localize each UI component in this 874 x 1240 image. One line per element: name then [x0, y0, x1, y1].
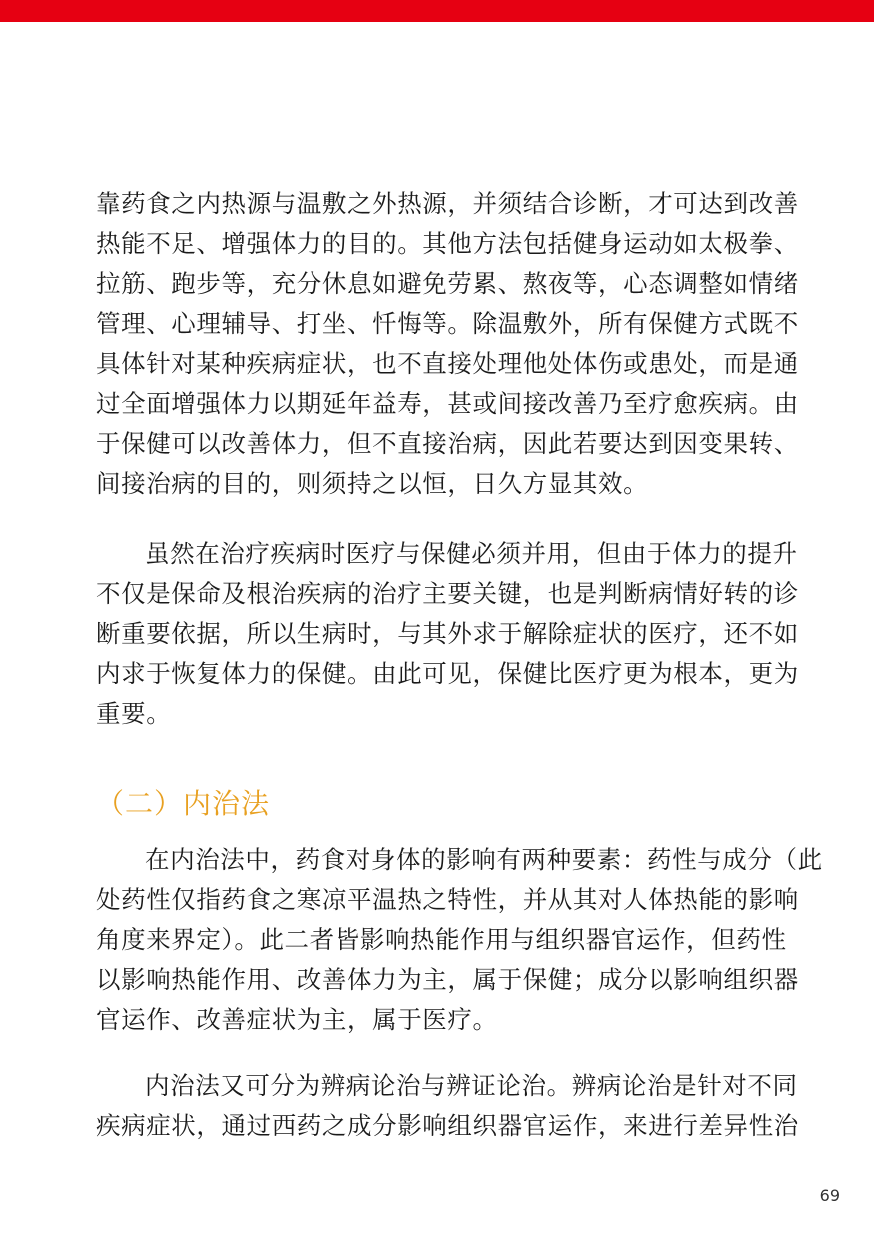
text-line: 重要。 [96, 699, 172, 728]
text-line: 拉筋、跑步等，充分休息如避免劳累、熬夜等，心态调整如情绪 [96, 269, 799, 298]
paragraph-3 [96, 840, 823, 1040]
text-line: 靠药食之内热源与温敷之外热源，并须结合诊断，才可达到改善 [96, 189, 799, 218]
text-line: 不仅是保命及根治疾病的治疗主要关键，也是判断病情好转的诊 [96, 579, 799, 608]
text-line: 热能不足、增强体力的目的。其他方法包括健身运动如太极拳、 [96, 229, 799, 258]
text-line: 内治法又可分为辨病论治与辨证论治。辨病论治是针对不同 [145, 1071, 798, 1100]
text-line: 管理、心理辅导、打坐、忏悔等。除温敷外，所有保健方式既不 [96, 309, 799, 338]
page-number: 69 [819, 1186, 840, 1205]
top-red-bar [0, 0, 874, 22]
text-line: 官运作、改善症状为主，属于医疗。 [96, 1005, 498, 1034]
text-line: 在内治法中，药食对身体的影响有两种要素：药性与成分（此 [145, 845, 823, 874]
paragraph-4 [96, 1066, 799, 1146]
text-line: 内求于恢复体力的保健。由此可见，保健比医疗更为根本，更为 [96, 659, 799, 688]
text-line: 具体针对某种疾病症状，也不直接处理他处体伤或患处，而是通 [96, 349, 799, 378]
text-line: 以影响热能作用、改善体力为主，属于保健；成分以影响组织器 [96, 965, 799, 994]
text-line: 过全面增强体力以期延年益寿，甚或间接改善乃至疗愈疾病。由 [96, 389, 799, 418]
text-line: 疾病症状，通过西药之成分影响组织器官运作，来进行差异性治 [96, 1111, 799, 1140]
text-line: 间接治病的目的，则须持之以恒，日久方显其效。 [96, 469, 649, 498]
text-line: 角度来界定）。此二者皆影响热能作用与组织器官运作，但药性 [96, 925, 787, 954]
section-heading: （二）内治法 [96, 787, 271, 820]
paragraph-2 [96, 534, 799, 734]
text-line: 断重要依据，所以生病时，与其外求于解除症状的医疗，还不如 [96, 619, 799, 648]
text-line: 处药性仅指药食之寒凉平温热之特性，并从其对人体热能的影响 [96, 885, 799, 914]
paragraph-1 [96, 184, 799, 504]
text-line: 于保健可以改善体力，但不直接治病，因此若要达到因变果转、 [96, 429, 799, 458]
text-line: 虽然在治疗疾病时医疗与保健必须并用，但由于体力的提升 [145, 539, 798, 568]
